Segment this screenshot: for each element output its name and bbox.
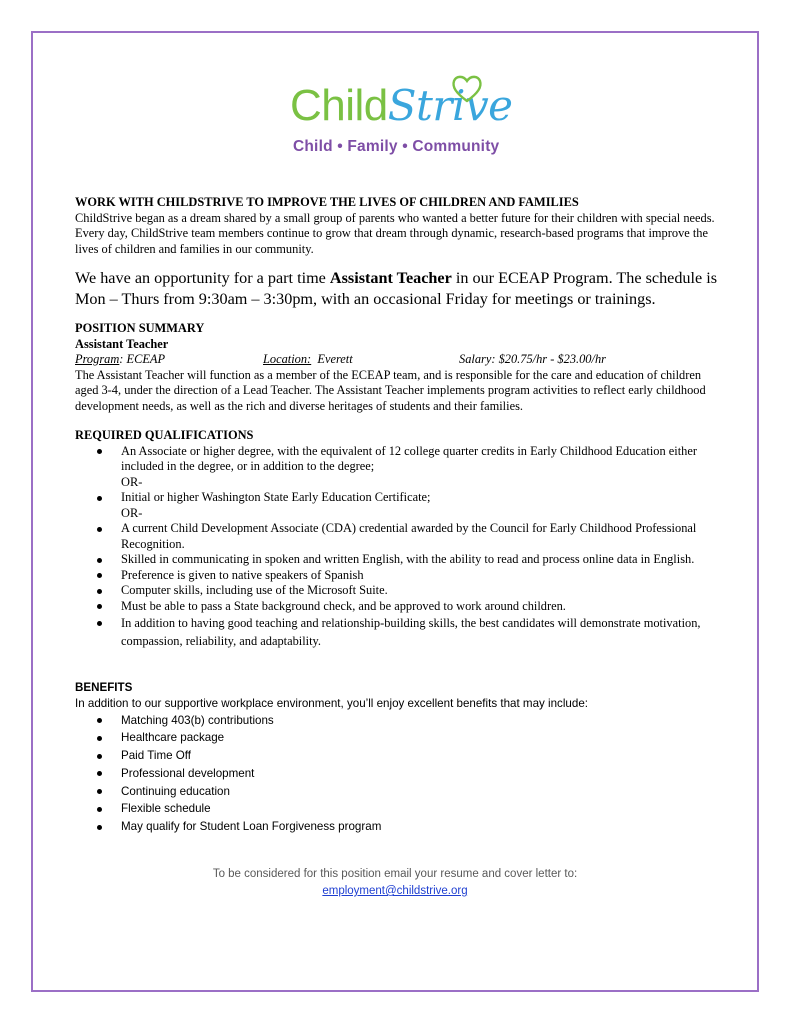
benefit-item: Paid Time Off	[75, 747, 715, 765]
intro-section	[75, 195, 725, 257]
bullet-icon	[97, 558, 102, 563]
bullet-icon	[97, 589, 102, 594]
benefit-item: May qualify for Student Loan Forgiveness program	[75, 818, 715, 836]
or-separator: OR-	[121, 474, 143, 489]
bullet-icon	[97, 573, 102, 578]
bullet-icon	[97, 496, 102, 501]
qualifications-heading: REQUIRED QUALIFICATIONS	[75, 428, 254, 442]
childstrive-logo	[290, 74, 513, 160]
opportunity-text	[75, 268, 720, 309]
bullet-icon	[97, 825, 102, 830]
bullet-icon	[97, 621, 102, 626]
footer-message: To be considered for this position email your resume and cover letter to:	[212, 868, 578, 880]
benefit-item: Healthcare package	[75, 729, 715, 747]
logo-child-text: Child	[290, 81, 388, 130]
opportunity-before: We have an opportunity for a part time	[75, 269, 330, 287]
bullet-icon	[97, 449, 102, 454]
bullet-icon	[97, 604, 102, 609]
qualification-item: A current Child Development Associate (CDA) credential awarded by the Council for Early Childhood Professional Recognition.	[75, 521, 715, 552]
benefit-item: Professional development	[75, 765, 715, 783]
summary-details-row	[75, 352, 725, 368]
location-value: Everett	[311, 352, 353, 366]
qualification-item: An Associate or higher degree, with the equivalent of 12 college quarter credits in Early Childhood Education either included in the degree, or in addition to the degree;	[75, 444, 715, 475]
benefit-item: Matching 403(b) contributions	[75, 712, 715, 730]
heart-icon	[450, 74, 484, 104]
benefits-list	[75, 712, 715, 837]
summary-title: Assistant Teacher	[75, 336, 169, 351]
qualification-item: Computer skills, including use of the Microsoft Suite.	[75, 583, 715, 599]
program-label: Program	[75, 352, 120, 366]
qualification-item: Initial or higher Washington State Early Education Certificate;	[75, 490, 715, 506]
logo-tagline: Child • Family • Community	[293, 138, 500, 155]
benefits-heading: BENEFITS	[75, 681, 133, 694]
program-value: : ECEAP	[119, 352, 166, 366]
program-field	[75, 352, 165, 368]
qualification-item: Must be able to pass a State background check, and be approved to work around children.	[75, 599, 715, 615]
intro-heading: WORK WITH CHILDSTRIVE TO IMPROVE THE LIVES OF CHILDREN AND FAMILIES	[75, 195, 579, 209]
bullet-icon	[97, 789, 102, 794]
opportunity-role: Assistant Teacher	[329, 269, 452, 287]
intro-body: ChildStrive began as a dream shared by a small group of parents who wanted a better future for their children with special needs. Every day, ChildStrive team members continue to grow that dream through dynamic, research-based programs that improve the lives of children and families in our community.	[75, 210, 715, 256]
bullet-icon	[97, 527, 102, 532]
salary-field: Salary: $20.75/hr - $23.00/hr	[459, 352, 606, 366]
qualifications-section	[75, 428, 715, 650]
summary-heading: POSITION SUMMARY	[75, 321, 205, 335]
qualification-item: Skilled in communicating in spoken and written English, with the ability to read and process online data in English.	[75, 552, 715, 568]
bullet-icon	[97, 771, 102, 776]
benefit-item: Continuing education	[75, 783, 715, 801]
benefits-section	[75, 680, 715, 836]
opportunity-after: in our ECEAP Program. The schedule is Mon – Thurs from 9:30am – 3:30pm, with an occasional Friday for meetings or trainings.	[75, 269, 718, 308]
position-summary-section	[75, 321, 725, 414]
qualification-item: In addition to having good teaching and relationship-building skills, the best candidates will demonstrate motivation, compassion, reliability, and adaptability.	[75, 614, 715, 650]
qualification-item: Preference is given to native speakers of Spanish	[75, 568, 715, 584]
logo-strive-text: Strive	[387, 81, 513, 130]
bullet-icon	[97, 718, 102, 723]
bullet-icon	[97, 736, 102, 741]
benefits-intro: In addition to our supportive workplace environment, you’ll enjoy excellent benefits that may include:	[75, 696, 588, 710]
email-link[interactable]: employment@childstrive.org	[322, 885, 468, 897]
or-separator: OR-	[121, 505, 143, 520]
opportunity-section	[75, 268, 720, 309]
location-field	[263, 352, 353, 368]
bullet-icon	[97, 807, 102, 812]
benefit-item: Flexible schedule	[75, 800, 715, 818]
bullet-icon	[97, 754, 102, 759]
qualifications-list	[75, 444, 715, 651]
application-footer	[75, 866, 715, 900]
location-label: Location:	[263, 352, 312, 366]
summary-body: The Assistant Teacher will function as a member of the ECEAP team, and is responsible for the care and education of children aged 3-4, under the direction of a Lead Teacher. The Assistant Teacher implements program activities to reflect early childhood development needs, as well as the rich and diverse heritages of students and their families.	[75, 367, 706, 413]
